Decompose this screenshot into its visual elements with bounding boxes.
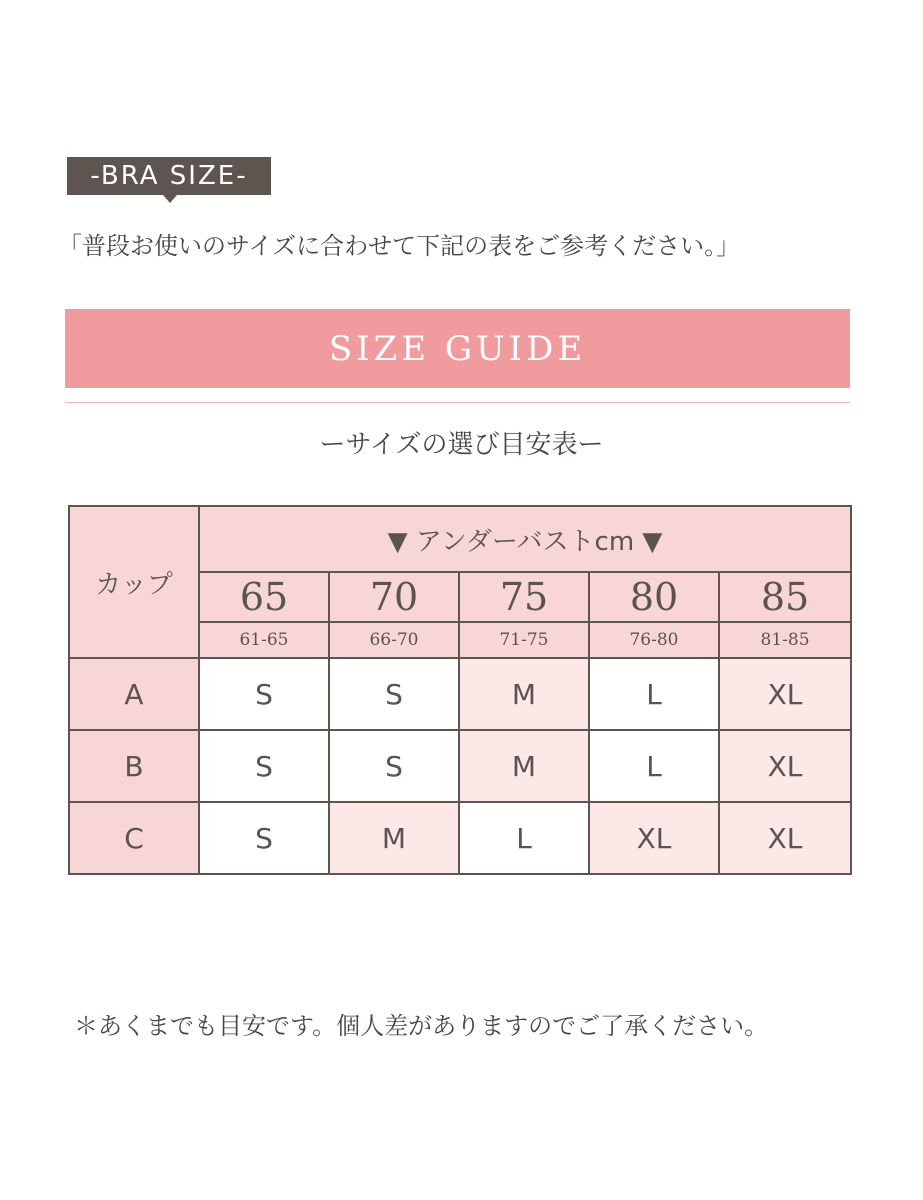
range-81-85: 81-85 [719, 622, 851, 658]
range-71-75: 71-75 [459, 622, 589, 658]
underbust-header: ▼ アンダーバストcm ▼ [199, 506, 851, 572]
size-cell: L [589, 730, 719, 802]
band-80: 80 [589, 572, 719, 622]
size-cell: M [459, 658, 589, 730]
size-cell: S [329, 730, 459, 802]
size-cell: XL [719, 802, 851, 874]
bra-size-tag: -BRA SIZE- [67, 157, 271, 195]
band-70: 70 [329, 572, 459, 622]
band-85: 85 [719, 572, 851, 622]
range-76-80: 76-80 [589, 622, 719, 658]
size-cell: M [459, 730, 589, 802]
size-cell: S [199, 802, 329, 874]
cup-c: C [69, 802, 199, 874]
size-cell: S [199, 658, 329, 730]
size-cell: S [199, 730, 329, 802]
disclaimer-note: ＊あくまでも目安です。個人差がありますのでご了承ください。 [74, 1012, 769, 1040]
size-cell: L [459, 802, 589, 874]
table-row [69, 658, 851, 730]
cup-header: カップ [69, 506, 199, 658]
table-subtitle: ーサイズの選び目安表ー [319, 430, 604, 460]
table-row [69, 730, 851, 802]
cup-a: A [69, 658, 199, 730]
intro-text: 「普段お使いのサイズに合わせて下記の表をご参考ください。」 [58, 232, 741, 260]
size-cell: S [329, 658, 459, 730]
cup-b: B [69, 730, 199, 802]
size-cell: XL [719, 730, 851, 802]
divider [65, 402, 850, 403]
size-cell: L [589, 658, 719, 730]
size-cell: XL [719, 658, 851, 730]
band-75: 75 [459, 572, 589, 622]
size-table [68, 505, 852, 875]
header-row-under [69, 506, 851, 572]
size-cell: XL [589, 802, 719, 874]
size-guide-banner: SIZE GUIDE [65, 309, 850, 388]
size-cell: M [329, 802, 459, 874]
range-66-70: 66-70 [329, 622, 459, 658]
table-row [69, 802, 851, 874]
range-61-65: 61-65 [199, 622, 329, 658]
tag-pointer-icon [163, 195, 177, 203]
band-65: 65 [199, 572, 329, 622]
